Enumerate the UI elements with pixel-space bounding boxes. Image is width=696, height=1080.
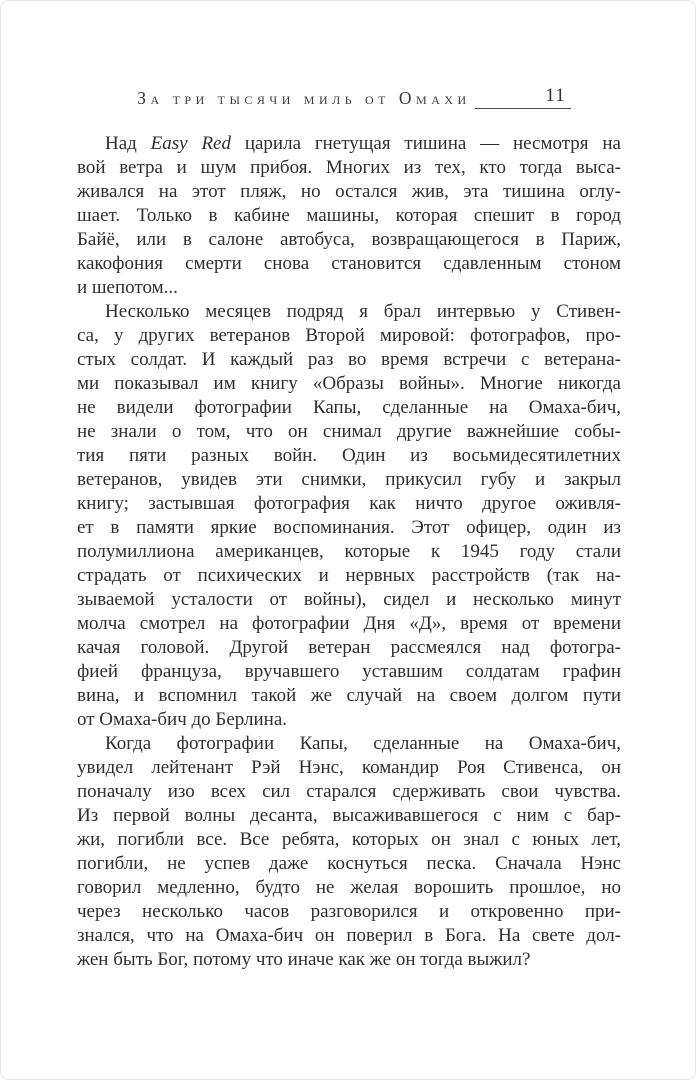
text-line: шает. Только в кабине машины, которая спешит в город — [77, 205, 621, 226]
text-line: вина, и вспомнил такой же случай на своем долгом пути — [77, 685, 621, 706]
header-rule — [475, 108, 571, 109]
text-line: через несколько часов разговорился и откровенно при- — [77, 901, 621, 922]
text-line: Из первой волны десанта, высаживавшегося с ним с бар- — [77, 805, 621, 826]
text-line: фией француза, вручавшего уставшим солдатам графин — [77, 661, 621, 682]
page-body — [77, 132, 621, 972]
text-line: жи, погибли все. Все ребята, которых он знал с юных лет, — [77, 829, 621, 850]
text-line: тия пяти разных войн. Один из восьмидесятилетних — [77, 445, 621, 466]
text-line: знался, что на Омаха-бич он поверил в Бога. На свете дол- — [77, 925, 621, 946]
text-line: книгу; застывшая фотография как ничто другое оживля- — [77, 493, 621, 514]
running-header — [1, 86, 695, 109]
text-line: говорил медленно, будто не желая ворошить прошлое, но — [77, 877, 621, 898]
text-line: Над Easy Red царила гнетущая тишина — несмотря на — [105, 133, 621, 154]
text-line: не знали о том, что он снимал другие важнейшие собы- — [77, 421, 621, 442]
text-line: жен быть Бог, потому что иначе как же он тогда выжил? — [77, 949, 531, 970]
text-line: погибли, не успев даже коснуться песка. Сначала Нэнс — [77, 853, 621, 874]
text-line: какофония смерти снова становится сдавленным стоном — [77, 253, 621, 274]
text-line: поначалу изо всех сил старался сдерживать свои чувства. — [77, 781, 621, 802]
text-line: молча смотрел на фотографии Дня «Д», время от времени — [77, 613, 621, 634]
text-line: полумиллиона американцев, которые к 1945 году стали — [77, 541, 621, 562]
text-line: не видели фотографии Капы, сделанные на Омаха-бич, — [77, 397, 621, 418]
text-line: и шепотом... — [77, 277, 178, 298]
text-line: вой ветра и шум прибоя. Многих из тех, кто тогда выса- — [77, 157, 621, 178]
text-line: увидел лейтенант Рэй Нэнс, командир Роя Стивенса, он — [77, 757, 621, 778]
page-number: 11 — [545, 85, 566, 106]
text-line: Когда фотографии Капы, сделанные на Омаха-бич, — [105, 733, 621, 754]
text-line: ветеранов, увидев эти снимки, прикусил губу и закрыл — [77, 469, 621, 490]
paragraph — [77, 132, 621, 300]
text-line: качая головой. Другой ветеран рассмеялся над фотогра- — [77, 637, 621, 658]
text-line: стых солдат. И каждый раз во время встречи с ветерана- — [77, 349, 621, 370]
text-line: Байё, или в салоне автобуса, возвращающегося в Париж, — [77, 229, 621, 250]
text-line: ет в памяти яркие воспоминания. Этот офицер, один из — [77, 517, 621, 538]
text-line: са, у других ветеранов Второй мировой: фотографов, про- — [77, 325, 621, 346]
chapter-title: За три тысячи миль от Омахи — [137, 87, 471, 108]
text-line: страдать от психических и нервных расстройств (так на- — [77, 565, 621, 586]
paragraph — [77, 732, 621, 972]
text-line: зываемой усталости от войны), сидел и несколько минут — [77, 589, 621, 610]
paragraph — [77, 300, 621, 732]
page-number-group — [475, 86, 571, 109]
text-line: от Омаха-бич до Берлина. — [77, 709, 288, 730]
text-line: Несколько месяцев подряд я брал интервью у Стивен- — [105, 301, 621, 322]
text-line: ми показывал им книгу «Образы войны». Многие никогда — [77, 373, 621, 394]
text-line: живался на этот пляж, но остался жив, эта тишина оглу- — [77, 181, 621, 202]
